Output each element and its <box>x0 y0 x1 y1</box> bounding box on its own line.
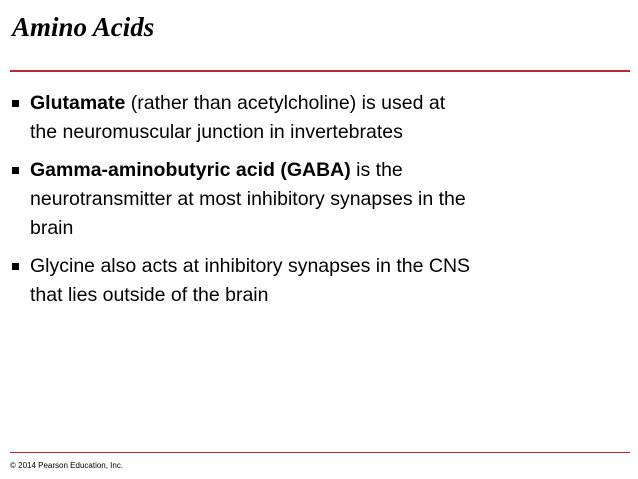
bullet-text: Glycine also acts at inhibitory synapses in the CNS <box>30 255 471 277</box>
bullet-line <box>30 214 612 243</box>
bullet-list <box>12 89 612 319</box>
slide-title: Amino Acids <box>12 12 155 42</box>
bullet-line <box>30 89 612 118</box>
bullet-item <box>12 156 612 243</box>
bullet-text: that lies outside of the brain <box>30 284 269 306</box>
bullet-item <box>12 252 612 310</box>
title-divider <box>10 70 630 72</box>
copyright-footer: © 2014 Pearson Education, Inc. <box>10 461 124 470</box>
bold-term: Gamma-aminobutyric acid (GABA) <box>30 159 351 181</box>
bullet-text: (rather than acetylcholine) is used at <box>125 92 446 114</box>
square-bullet-icon <box>12 263 19 270</box>
footer-divider <box>10 452 630 453</box>
bullet-text: is the <box>350 159 403 181</box>
bullet-text: neurotransmitter at most inhibitory synapses in the <box>30 188 466 210</box>
bullet-line <box>30 185 612 214</box>
bullet-line <box>30 156 612 185</box>
bullet-line <box>30 118 612 147</box>
square-bullet-icon <box>12 100 19 107</box>
bullet-text: the neuromuscular junction in invertebrates <box>30 121 403 143</box>
bullet-text: brain <box>30 217 74 239</box>
square-bullet-icon <box>12 167 19 174</box>
bullet-line <box>30 281 612 310</box>
bold-term: Glutamate <box>30 92 126 114</box>
bullet-item <box>12 89 612 147</box>
bullet-line <box>30 252 612 281</box>
